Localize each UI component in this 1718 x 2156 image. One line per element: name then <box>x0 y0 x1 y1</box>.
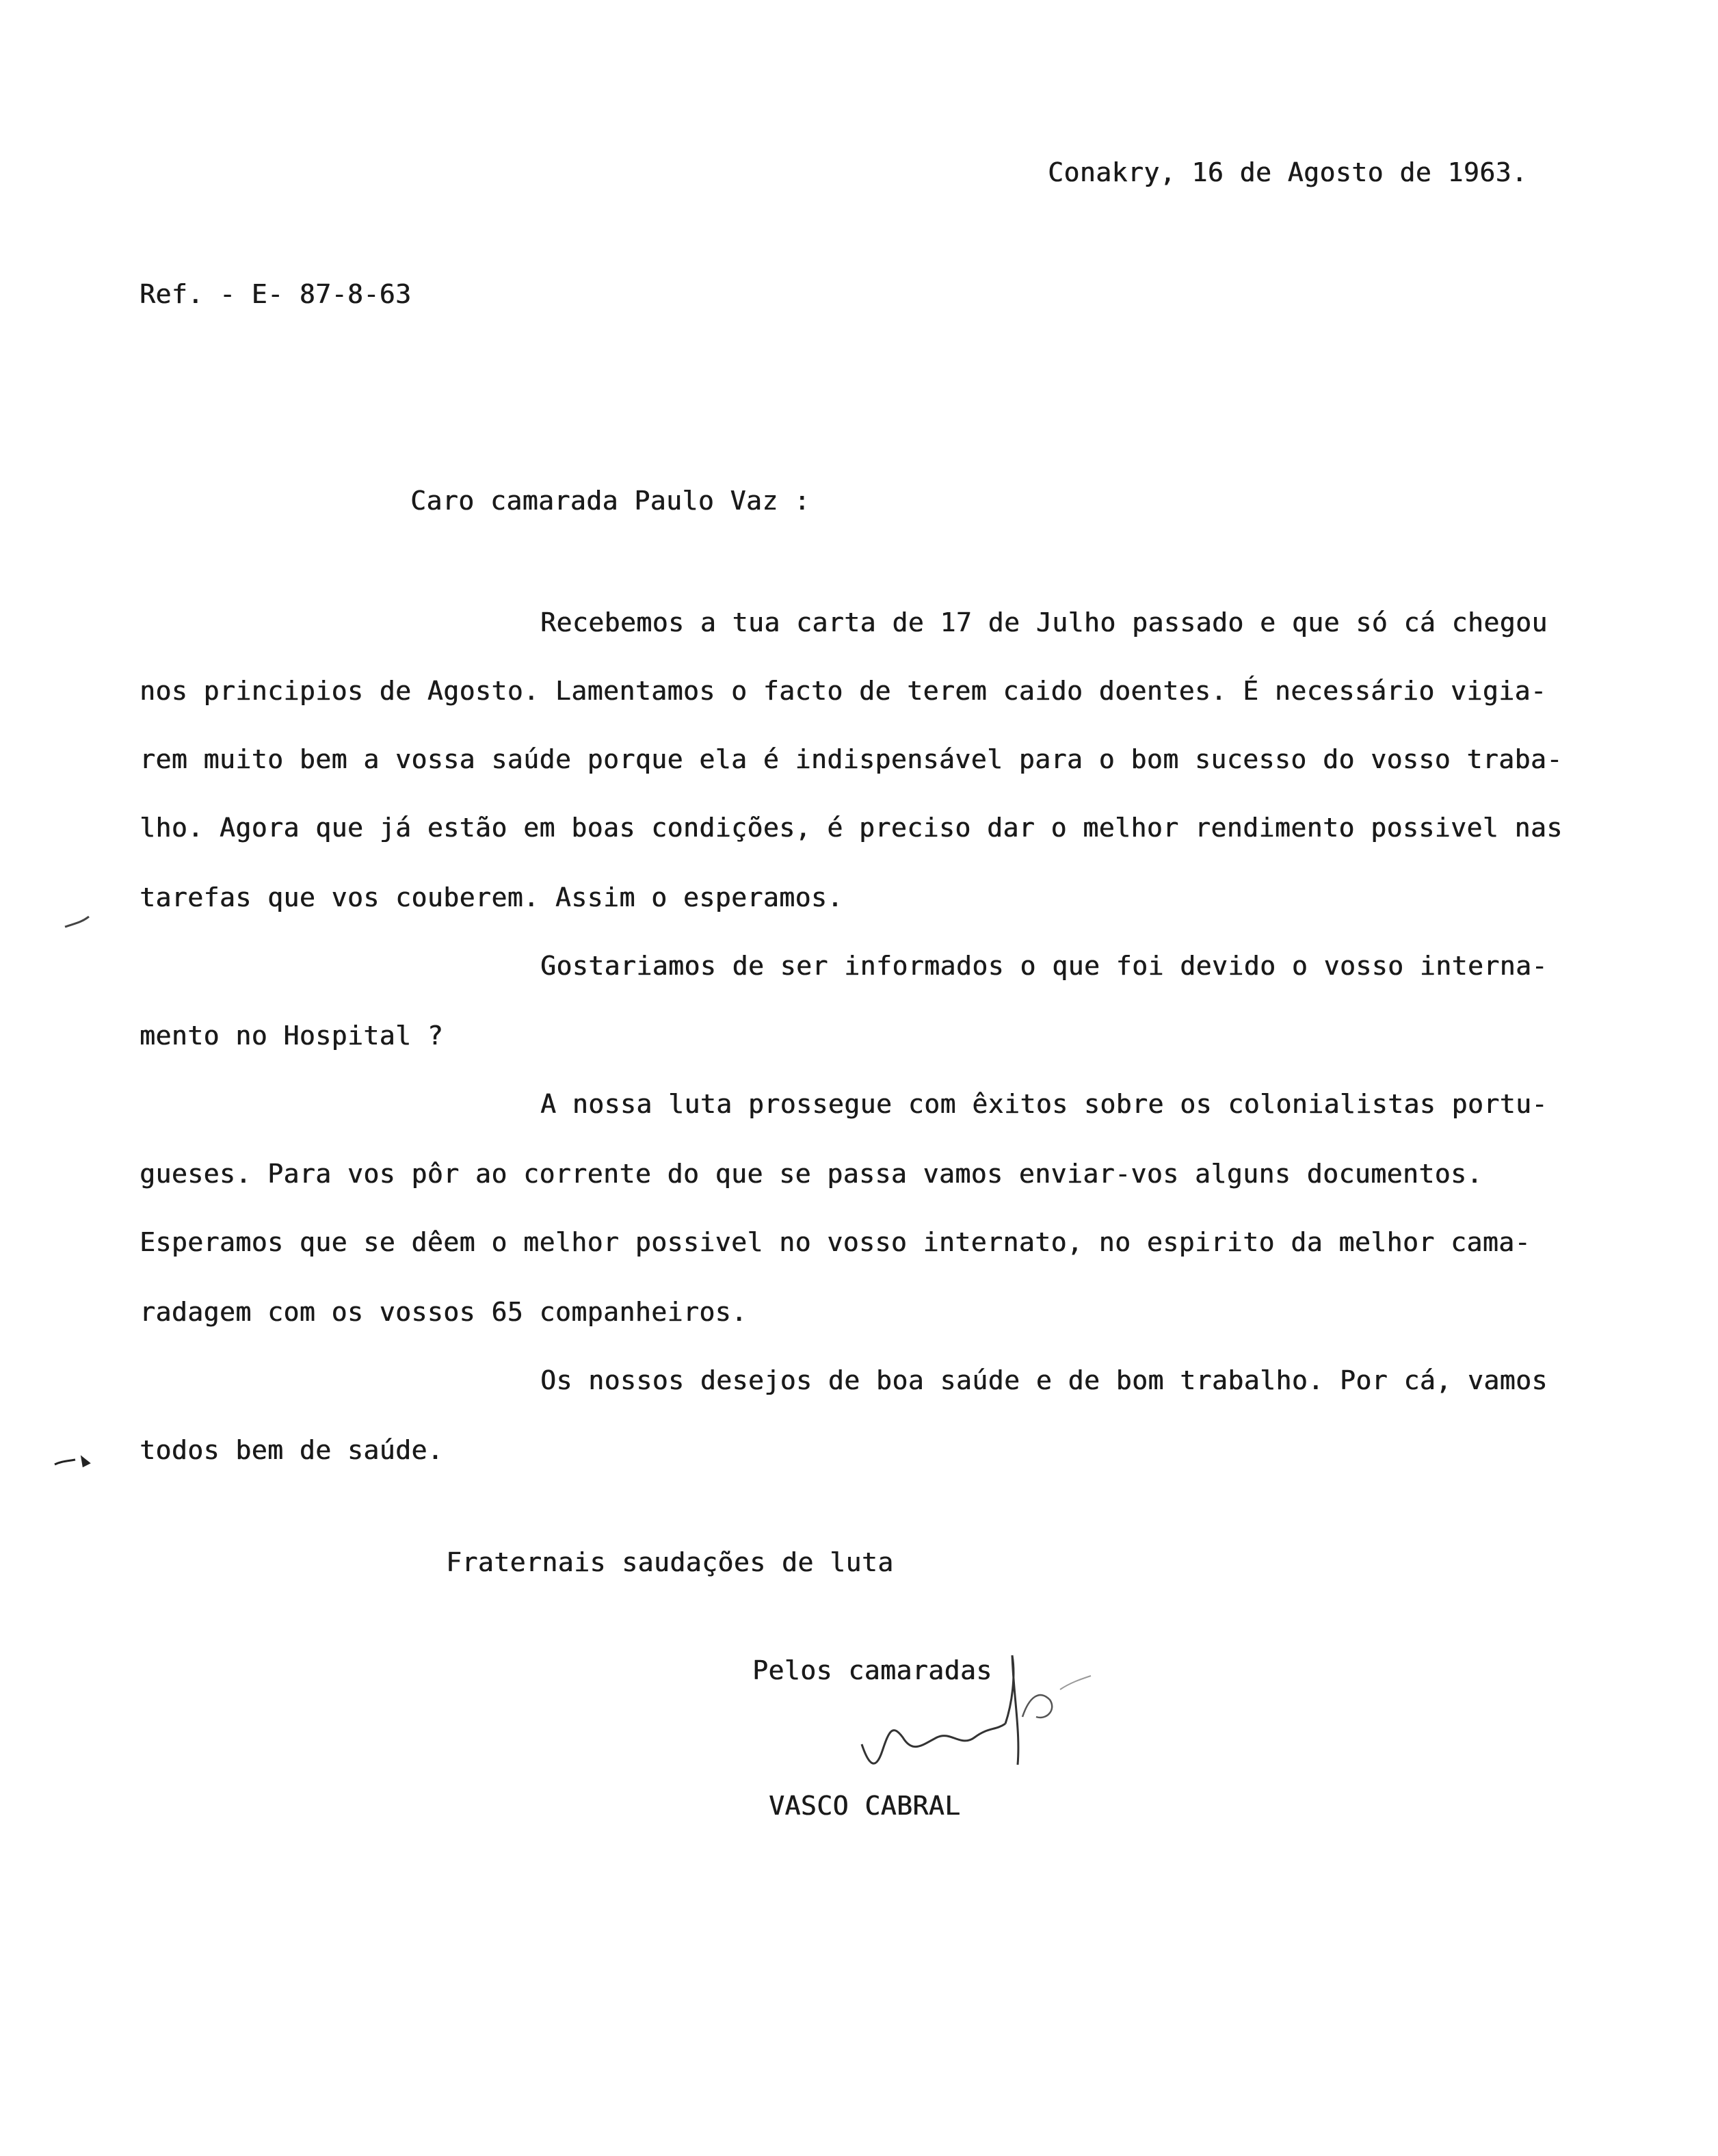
scan-speck <box>62 910 267 937</box>
salutation: Caro camarada Paulo Vaz : <box>410 486 810 516</box>
paragraph-3-line-4: radagem com os vossos 65 companheiros. <box>140 1297 748 1327</box>
paragraph-3-line-3: Esperamos que se dêem o melhor possivel no vosso internato, no espirito da melhor cama- <box>140 1227 1531 1257</box>
paragraph-1-line-3: rem muito bem a vossa saúde porque ela é indispensável para o bom sucesso do vosso traba- <box>140 744 1563 774</box>
place-date: Conakry, 16 de Agosto de 1963. <box>1048 157 1528 187</box>
handwritten-signature <box>841 1635 1156 1792</box>
paragraph-1-line-5: tarefas que vos couberem. Assim o esperamos. <box>140 882 843 912</box>
paragraph-4-line-1: Os nossos desejos de boa saúde e de bom trabalho. Por cá, vamos <box>540 1365 1548 1395</box>
paragraph-3-line-2: gueses. Para vos pôr ao corrente do que se passa vamos enviar-vos alguns documentos. <box>140 1159 1483 1189</box>
signer-name: VASCO CABRAL <box>769 1791 961 1821</box>
paragraph-4-line-2: todos bem de saúde. <box>140 1435 444 1465</box>
paragraph-2-line-1: Gostariamos de ser informados o que foi devido o vosso interna- <box>540 951 1548 981</box>
paragraph-3-line-1: A nossa luta prossegue com êxitos sobre os colonialistas portu- <box>540 1089 1548 1119</box>
sign-label: Pelos camaradas <box>752 1655 992 1685</box>
paragraph-1-line-1: Recebemos a tua carta de 17 de Julho passado e que só cá chegou <box>540 607 1548 637</box>
paragraph-2-line-2: mento no Hospital ? <box>140 1021 444 1051</box>
paragraph-1-line-2: nos principios de Agosto. Lamentamos o facto de terem caido doentes. É necessário vigia- <box>140 676 1547 706</box>
scan-speck <box>48 1447 253 1475</box>
paragraph-1-line-4: lho. Agora que já estão em boas condições, é preciso dar o melhor rendimento possivel nas <box>140 813 1563 843</box>
closing: Fraternais saudações de luta <box>446 1547 894 1577</box>
reference-number: Ref. - E- 87-8-63 <box>140 279 412 309</box>
